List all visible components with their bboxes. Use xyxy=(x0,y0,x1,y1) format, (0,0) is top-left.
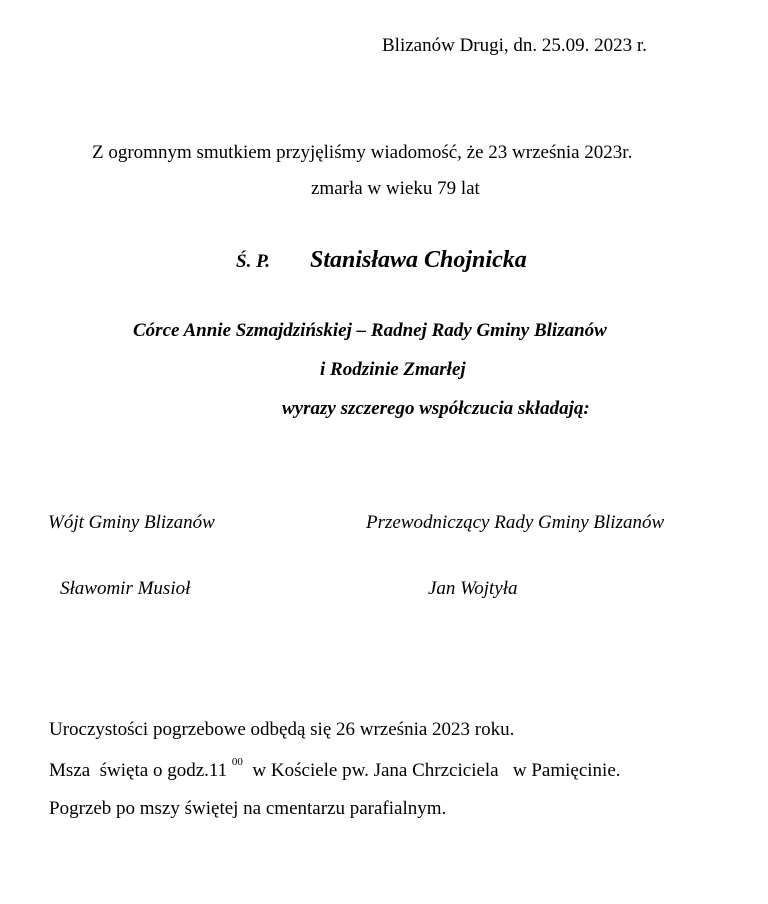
funeral-line-1: Uroczystości pogrzebowe odbędą się 26 września 2023 roku. xyxy=(49,719,515,740)
deceased-prefix: Ś. P. xyxy=(236,251,270,272)
funeral-line-2-start: Msza święta o godz.11 xyxy=(49,760,228,781)
announcement-line-2: zmarła w wieku 79 lat xyxy=(311,178,480,199)
funeral-line-2 xyxy=(49,756,621,781)
signatory-right-name: Jan Wojtyła xyxy=(428,578,518,599)
deceased-name: Stanisława Chojnicka xyxy=(309,247,527,273)
signatory-left-title: Wójt Gminy Blizanów xyxy=(48,512,215,533)
funeral-line-3: Pogrzeb po mszy świętej na cmentarzu parafialnym. xyxy=(49,798,447,819)
condolences-line-3: wyrazy szczerego współczucia składają: xyxy=(282,398,590,419)
condolences-line-2: i Rodzinie Zmarłej xyxy=(320,359,466,380)
signatory-right-title: Przewodniczący Rady Gminy Blizanów xyxy=(366,512,665,533)
place-date: Blizanów Drugi, dn. 25.09. 2023 r. xyxy=(382,35,647,56)
announcement-line-1: Z ogromnym smutkiem przyjęliśmy wiadomość, że 23 września 2023r. xyxy=(92,142,633,163)
signatory-left-name: Sławomir Musioł xyxy=(60,578,191,599)
deceased-heading xyxy=(236,248,527,272)
condolences-line-1: Córce Annie Szmajdzińskiej – Radnej Rady Gminy Blizanów xyxy=(133,320,607,341)
funeral-line-2-end: w Kościele pw. Jana Chrzciciela w Pamięcinie. xyxy=(242,760,621,781)
funeral-time-minutes: 00 xyxy=(231,756,243,768)
